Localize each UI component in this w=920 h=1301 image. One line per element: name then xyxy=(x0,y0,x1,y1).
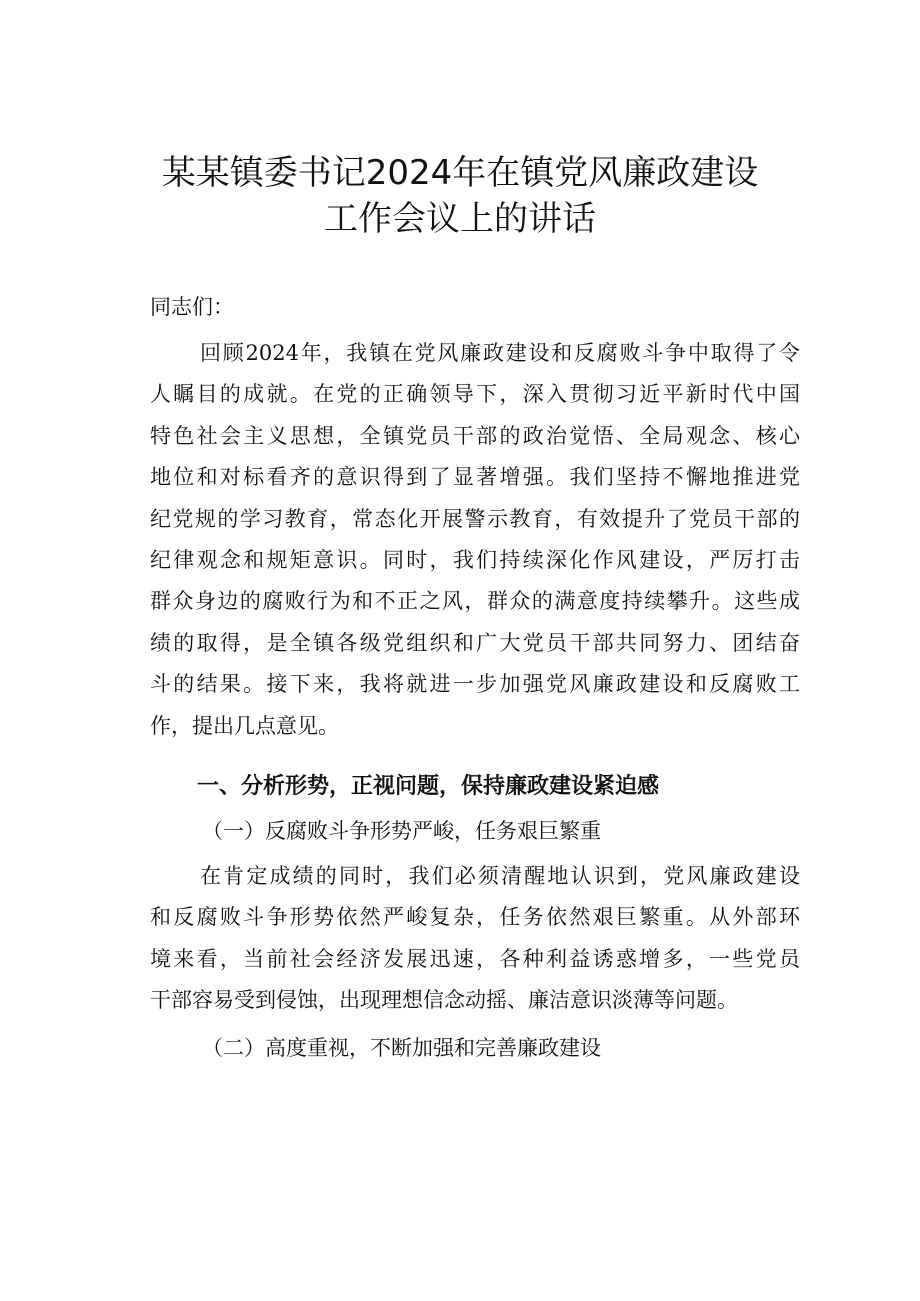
paragraph-line: 回顾2024年，我镇在党风廉政建设和反腐败斗争中取得了令 xyxy=(200,341,800,365)
subsection-heading-1: （一）反腐败斗争形势严峻，任务艰巨繁重 xyxy=(202,819,601,843)
paragraph-line: 人瞩目的成就。在党的正确领导下，深入贯彻习近平新时代中国 xyxy=(150,382,800,407)
paragraph-line: 特色社会主义思想，全镇党员干部的政治觉悟、全局观念、核心 xyxy=(150,423,800,448)
salutation: 同志们： xyxy=(150,295,234,319)
paragraph-line: 和反腐败斗争形势依然严峻复杂，任务依然艰巨繁重。从外部环 xyxy=(150,905,800,930)
paragraph-1 xyxy=(150,333,800,747)
paragraph-line: 作，提出几点意见。 xyxy=(150,713,339,738)
paragraph-line: 境来看，当前社会经济发展迅速，各种利益诱惑增多，一些党员 xyxy=(150,946,800,971)
paragraph-line: 群众身边的腐败行为和不正之风，群众的满意度持续攀升。这些成 xyxy=(150,589,800,614)
subsection-heading-2: （二）高度重视，不断加强和完善廉政建设 xyxy=(202,1036,601,1060)
paragraph-line: 斗的结果。接下来，我将就进一步加强党风廉政建设和反腐败工 xyxy=(150,672,800,697)
document-title xyxy=(0,150,920,242)
paragraph-line: 纪党规的学习教育，常态化开展警示教育，有效提升了党员干部的 xyxy=(150,506,800,531)
section-heading-1: 一、分析形势，正视问题，保持廉政建设紧迫感 xyxy=(197,774,660,799)
paragraph-line: 纪律观念和规矩意识。同时，我们持续深化作风建设，严厉打击 xyxy=(150,547,800,572)
paragraph-line: 在肯定成绩的同时，我们必须清醒地认识到，党风廉政建设 xyxy=(200,864,800,888)
title-line-1: 某某镇委书记2024年在镇党风廉政建设 xyxy=(161,153,759,193)
title-line-2: 工作会议上的讲话 xyxy=(324,199,596,239)
paragraph-line: 地位和对标看齐的意识得到了显著增强。我们坚持不懈地推进党 xyxy=(150,465,800,490)
paragraph-2 xyxy=(150,856,800,1022)
paragraph-line: 绩的取得，是全镇各级党组织和广大党员干部共同努力、团结奋 xyxy=(150,630,800,655)
paragraph-line: 干部容易受到侵蚀，出现理想信念动摇、廉洁意识淡薄等问题。 xyxy=(150,988,738,1013)
